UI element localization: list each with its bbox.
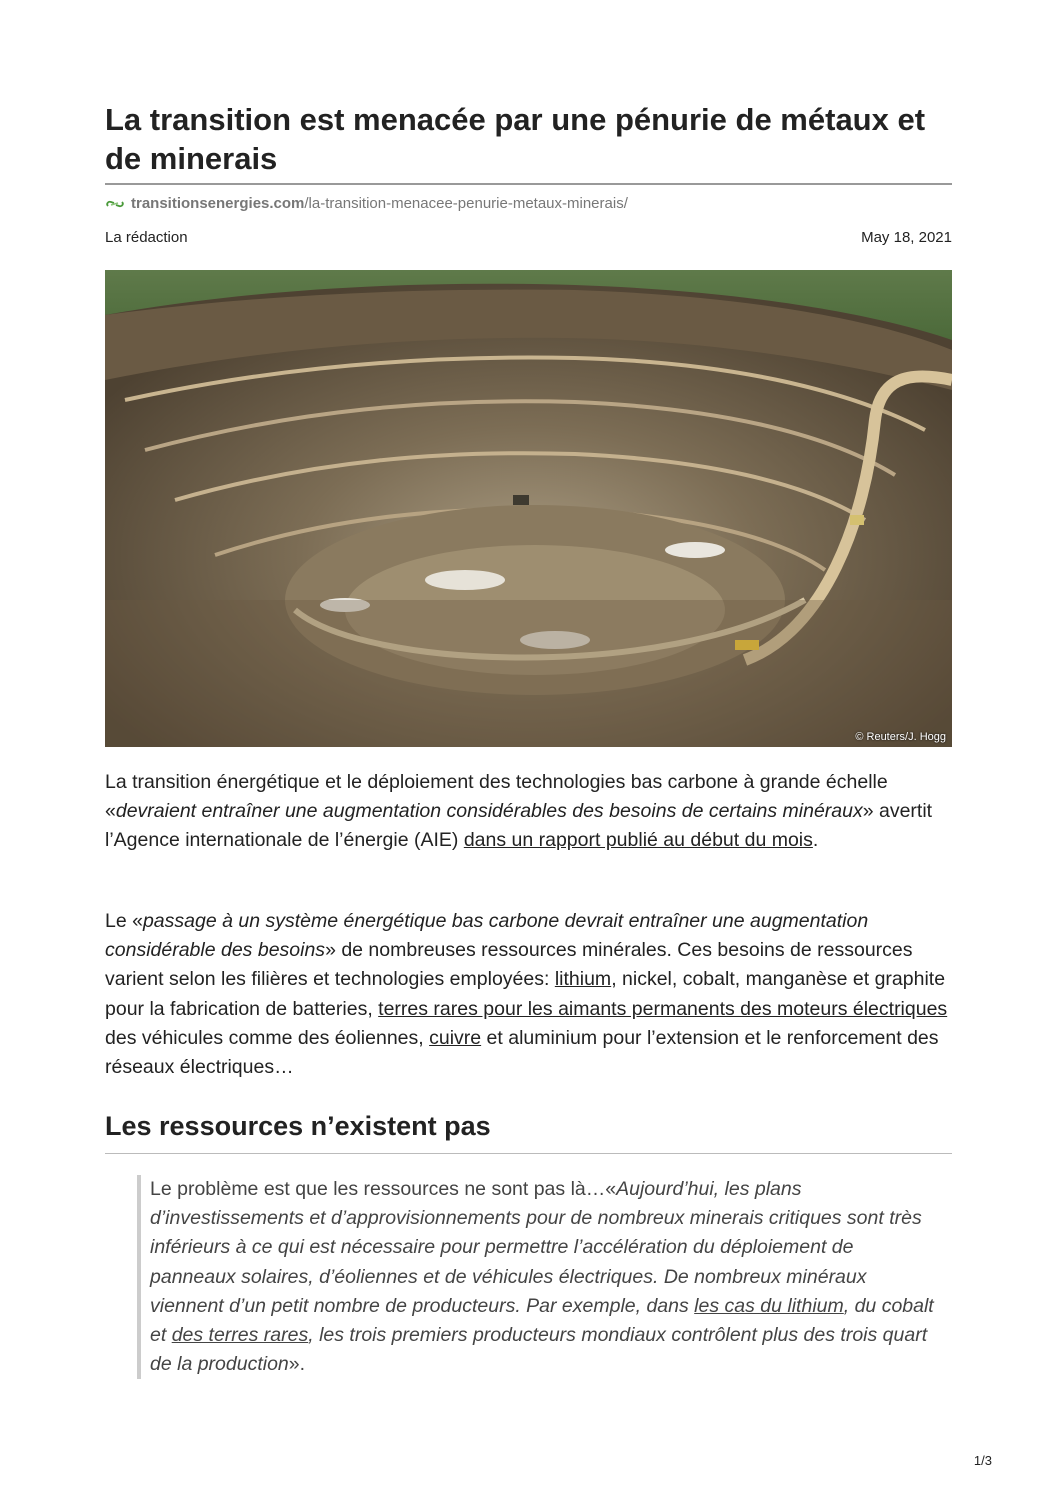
lithium-link[interactable]: lithium	[554, 968, 612, 991]
text-span: , les trois premiers producteurs mondiaux contrôlent plus des trois quart de la production	[150, 1324, 928, 1376]
text-span: , nickel, cobalt, manganèse et graphite pour la fabrication de batteries,	[105, 968, 946, 1020]
paragraph-resources	[105, 907, 955, 1082]
hero-image-mine	[105, 270, 952, 747]
rare-earths-link[interactable]: des terres rares	[171, 1324, 309, 1347]
quote-emphasis: devraient entraîner une augmentation considérables des besoins de certains minéraux	[115, 800, 863, 823]
copper-link[interactable]: cuivre	[429, 1026, 482, 1049]
author: La rédaction	[105, 229, 188, 246]
text-span: Le problème est que les ressources ne sont pas là…«	[150, 1178, 617, 1200]
publish-date: May 18, 2021	[861, 229, 952, 246]
section-divider	[105, 1153, 952, 1154]
blockquote	[137, 1175, 940, 1379]
title-divider	[105, 183, 952, 185]
paragraph-intro	[105, 768, 955, 856]
text-span: .	[812, 829, 819, 852]
text-span: Le «	[105, 910, 143, 932]
quote-emphasis	[150, 1178, 934, 1375]
text-span: , du cobalt et	[150, 1294, 934, 1347]
text-span: et aluminium pour l’extension et le renforcement des réseaux électriques…	[105, 1026, 939, 1079]
link-icon	[105, 197, 125, 211]
lithium-case-link[interactable]: les cas du lithium	[694, 1294, 844, 1317]
text-span: Aujourd’hui, les plans d’investissements et d’approvisionnements pour de nombreux minerais critiques sont très inférieurs à ce qui est nécessaire pour permettre l’accélération du déploiement de panneaux solaires, d’éoliennes et de véhicules électriques. De nombreux minéraux viennent d’un petit nombre de producteurs. Par exemple, dans	[150, 1178, 922, 1317]
quote-emphasis: passage à un système énergétique bas carbone devrait entraîner une augmentation considérable des besoins	[105, 910, 869, 962]
source-link[interactable]	[105, 195, 628, 212]
report-link[interactable]: dans un rapport publié au début du mois	[463, 829, 813, 852]
source-path[interactable]: /la-transition-menacee-penurie-metaux-minerais/	[304, 195, 628, 212]
text-span: ».	[288, 1353, 306, 1376]
image-credit: © Reuters/J. Hogg	[855, 731, 946, 743]
section-heading: Les ressources n’existent pas	[105, 1111, 491, 1141]
rare-earths-magnets-link[interactable]: terres rares pour les aimants permanents des moteurs électriques	[378, 997, 948, 1020]
page-number: 1/3	[973, 1453, 992, 1468]
text-span: La transition énergétique et le déploiement des technologies bas carbone à grande échelle «	[105, 771, 888, 823]
text-span: » de nombreuses ressources minérales. Ces besoins de ressources varient selon les filières et technologies employées:	[105, 939, 913, 991]
text-span: des véhicules comme des éoliennes,	[105, 1026, 430, 1049]
source-domain[interactable]: transitionsenergies.com	[131, 195, 305, 212]
article-title: La transition est menacée par une pénurie de métaux et de minerais	[105, 102, 926, 176]
text-span: » avertit l’Agence internationale de l’énergie (AIE)	[105, 800, 933, 852]
